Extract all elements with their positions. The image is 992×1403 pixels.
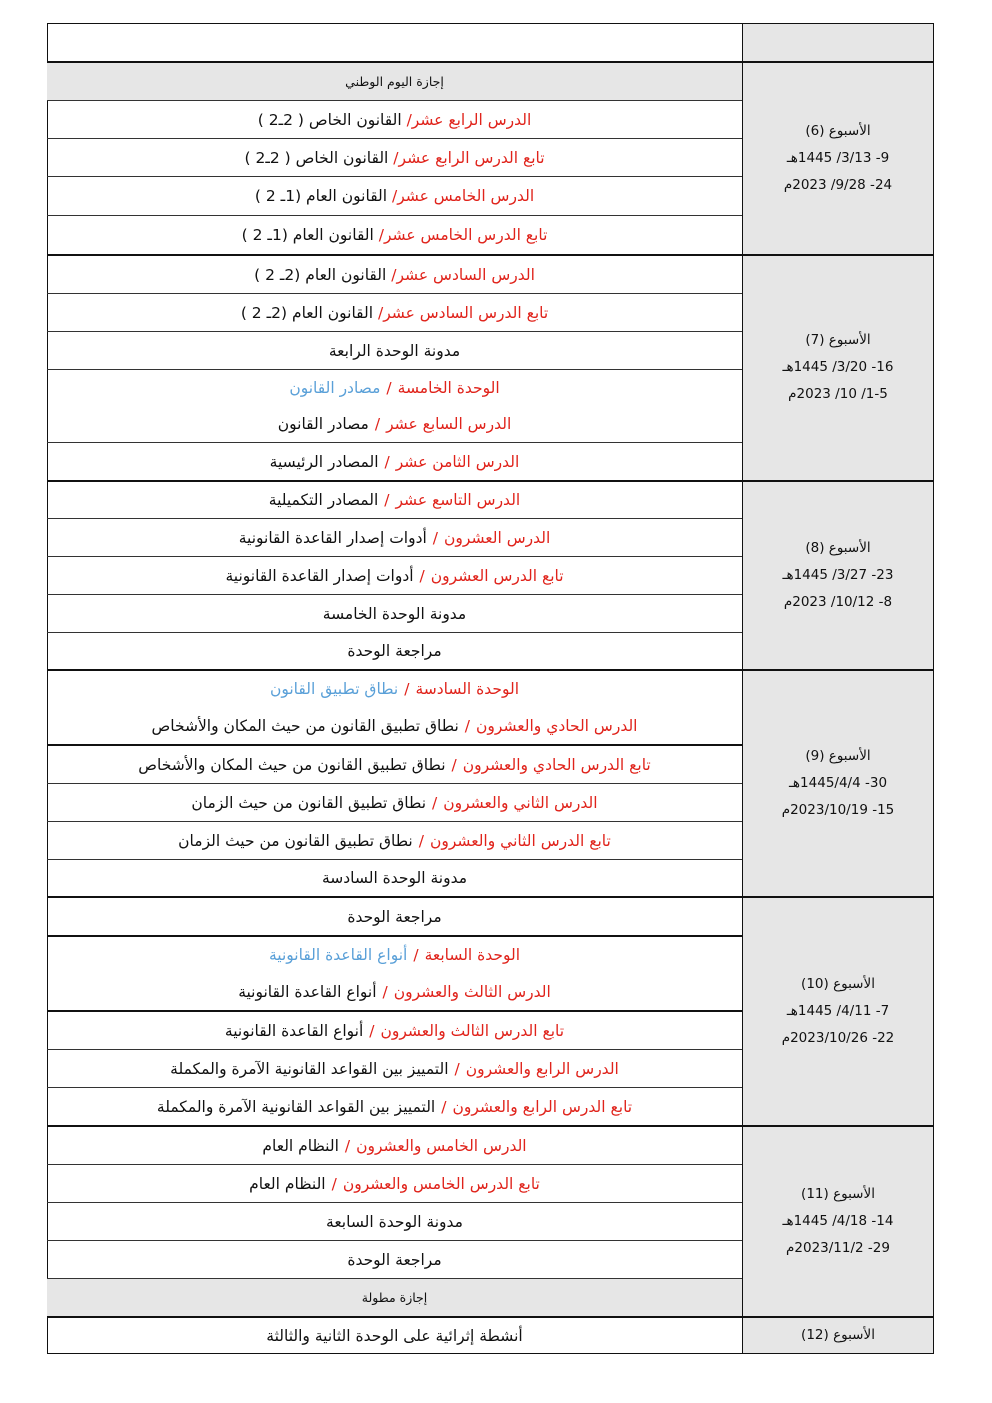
week-gregorian-date: 24- 9/28/ 2023م: [783, 177, 893, 193]
lesson-row: الدرس الحادي والعشرون / نطاق تطبيق القانون من حيث المكان والأشخاص: [151, 716, 638, 735]
lesson-row: الدرس العشرون / أدوات إصدار القاعدة القانونية: [238, 528, 551, 547]
row-divider: [47, 61, 934, 63]
row-divider: [47, 1049, 742, 1050]
lesson-row: تابع الدرس الحادي والعشرون / نطاق تطبيق القانون من حيث المكان والأشخاص: [138, 755, 651, 774]
lesson-row: تابع الدرس السادس عشر/ القانون العام (2ـ 2 ): [240, 303, 549, 322]
row-divider: [47, 331, 742, 332]
week-gregorian-date: 15- 2023/10/19م: [781, 801, 895, 818]
lesson-row: تابع الدرس الرابع والعشرون / التمييز بين القواعد القانونية الآمرة والمكملة: [156, 1097, 633, 1116]
lesson-row: الدرس الخامس والعشرون / النظام العام: [262, 1136, 527, 1155]
lesson-row: الدرس الثالث والعشرون / أنواع القاعدة القانونية: [238, 982, 551, 1001]
unit-review-row: مراجعة الوحدة: [347, 1250, 442, 1269]
week-divider: [47, 1125, 934, 1127]
row-divider: [47, 215, 742, 216]
row-divider: [47, 293, 742, 294]
week-gregorian-date: 1-5/ 10/ 2023م: [788, 386, 888, 402]
row-divider: [47, 744, 742, 746]
row-divider: [47, 935, 742, 937]
lesson-row: الدرس الثاني والعشرون / نطاق تطبيق القانون من حيث الزمان: [191, 793, 598, 812]
row-divider: [47, 100, 742, 101]
week-hijri-date: 16- 3/20/ 1445هـ: [782, 359, 894, 375]
row-divider: [47, 518, 742, 519]
week-divider: [47, 669, 934, 671]
row-divider: [47, 632, 742, 633]
lesson-row: تابع الدرس الثالث والعشرون / أنواع القاعدة القانونية: [224, 1021, 565, 1040]
lesson-row: تابع الدرس الرابع عشر/ القانون الخاص ( 2ـ2 ): [244, 148, 545, 167]
row-divider: [47, 1164, 742, 1165]
row-divider: [47, 1202, 742, 1203]
row-divider: [47, 1278, 742, 1279]
lesson-row: تابع الدرس العشرون / أدوات إصدار القاعدة القانونية: [225, 566, 564, 585]
row-divider: [47, 821, 742, 822]
lesson-row: الدرس الثامن عشر / المصادر الرئيسية: [269, 452, 520, 471]
row-divider: [47, 1087, 742, 1088]
row-divider: [47, 369, 742, 370]
week-6-cell: [743, 63, 933, 254]
lesson-row: الدرس الرابع والعشرون / التمييز بين القواعد القانونية الآمرة والمكملة: [170, 1059, 619, 1078]
week-label: الأسبوع (9): [805, 747, 871, 764]
lesson-row: تابع الدرس الثاني والعشرون / نطاق تطبيق القانون من حيث الزمان: [178, 831, 611, 850]
row-divider: [47, 176, 742, 177]
unit-review-row: مراجعة الوحدة: [347, 642, 442, 660]
week-gregorian-date: 29- 2023/11/2م: [786, 1239, 890, 1256]
row-divider: [47, 859, 742, 860]
lesson-row: الدرس الخامس عشر/ القانون العام (1ـ 2 ): [254, 186, 535, 205]
week-9-cell: [743, 670, 933, 896]
week-divider: [47, 896, 934, 898]
week-label: الأسبوع (11): [801, 1185, 875, 1202]
row-divider: [47, 442, 742, 443]
lesson-row: الدرس السابع عشر / مصادر القانون: [277, 415, 512, 433]
row-divider: [47, 594, 742, 595]
schedule-table: [47, 23, 934, 1354]
week-divider: [47, 480, 934, 482]
unit-title-row: الوحدة السابعة / أنواع القاعدة القانونية: [268, 946, 521, 964]
week-divider: [47, 1316, 934, 1318]
week-hijri-date: 7- 4/11/ 1445هـ: [786, 1002, 890, 1019]
unit-title-row: الوحدة الخامسة / مصادر القانون: [289, 379, 500, 397]
week-label: الأسبوع (7): [805, 332, 871, 348]
lesson-row: الدرس السادس عشر/ القانون العام (2ـ 2 ): [254, 265, 535, 284]
week-hijri-date: 14- 4/18/ 1445هـ: [782, 1212, 894, 1229]
header-week-cell: [743, 24, 933, 62]
week-7-cell: [743, 255, 933, 480]
extended-holiday-row: إجازة مطولة: [47, 1279, 742, 1316]
week-divider: [47, 254, 934, 256]
lesson-row: الدرس التاسع عشر / المصادر التكميلية: [268, 491, 521, 509]
lesson-row: الدرس الرابع عشر/ القانون الخاص ( 2ـ2 ): [257, 110, 532, 129]
unit-blog-row: مدونة الوحدة الرابعة: [328, 341, 461, 360]
week-label: الأسبوع (6): [805, 123, 871, 139]
week-8-cell: [743, 481, 933, 669]
week-11-cell: [743, 1126, 933, 1316]
row-divider: [47, 556, 742, 557]
week-label: الأسبوع (8): [805, 539, 871, 556]
week-hijri-date: 30- 1445/4/4هـ: [788, 774, 888, 791]
row-divider: [47, 1240, 742, 1241]
week-hijri-date: 23- 3/27/ 1445هـ: [782, 566, 894, 583]
lesson-row: تابع الدرس الخامس والعشرون / النظام العام: [249, 1174, 540, 1193]
week-gregorian-date: 8- 10/12/ 2023م: [783, 593, 893, 610]
lesson-row: تابع الدرس الخامس عشر/ القانون العام (1ـ 2 ): [241, 225, 548, 244]
enrichment-activities-row: أنشطة إثرائية على الوحدة الثانية والثالثة: [266, 1326, 523, 1345]
unit-blog-row: مدونة الوحدة السابعة: [326, 1212, 463, 1231]
row-divider: [47, 138, 742, 139]
unit-title-row: الوحدة السادسة / نطاق تطبيق القانون: [269, 680, 520, 698]
row-divider: [47, 783, 742, 784]
week-12-cell: [743, 1318, 933, 1353]
national-day-holiday-row: إجازة اليوم الوطني: [47, 63, 742, 100]
row-divider: [47, 1010, 742, 1012]
unit-blog-row: مدونة الوحدة الخامسة: [322, 604, 467, 623]
week-10-cell: [743, 897, 933, 1125]
column-divider: [742, 23, 743, 1354]
unit-blog-row: مدونة الوحدة السادسة: [321, 869, 468, 887]
week-gregorian-date: 22- 2023/10/26م: [781, 1029, 895, 1046]
week-label: الأسبوع (12): [801, 1327, 875, 1343]
unit-review-row: مراجعة الوحدة: [347, 907, 442, 926]
week-label: الأسبوع (10): [801, 975, 875, 992]
week-hijri-date: 9- 3/13/ 1445هـ: [786, 150, 890, 166]
